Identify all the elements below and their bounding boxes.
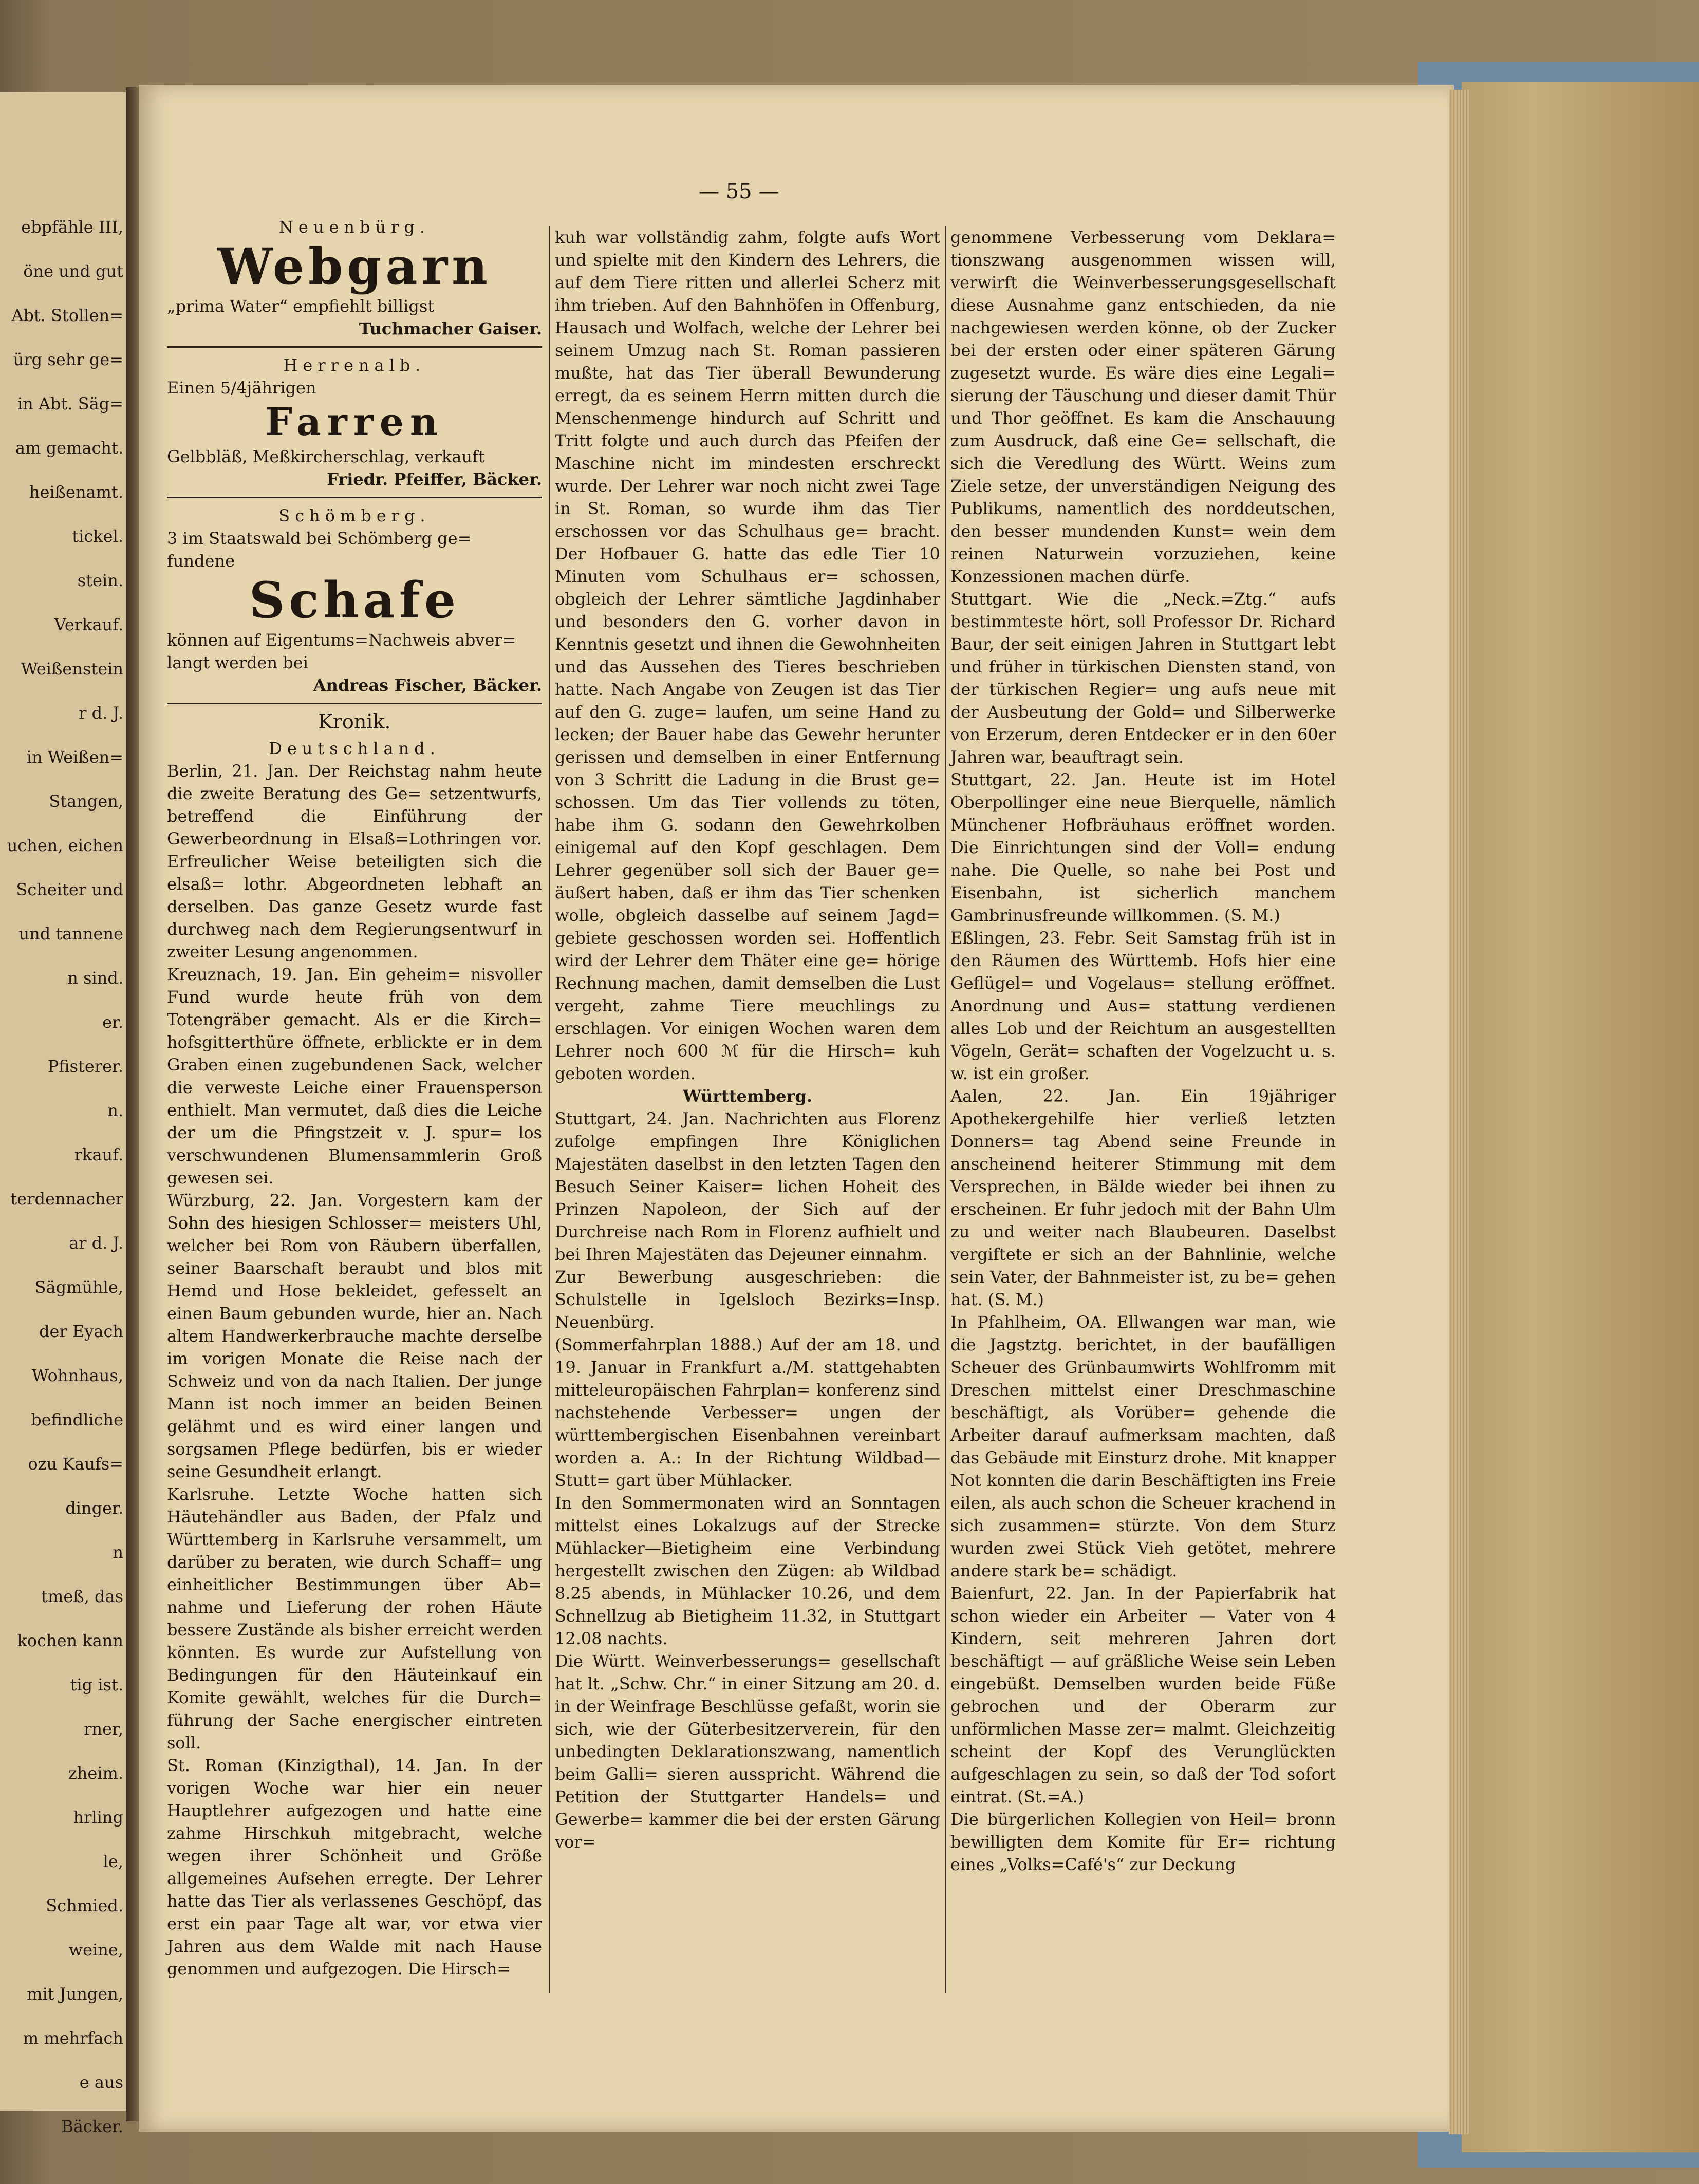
article-paragraph: In Pfahlheim, OA. Ellwangen war man, wie die Jagstztg. berichtet, in der baufälligen Scheuer des Grünbaumwirts Wohlfromm mit Dreschen mittelst einer Dreschmaschine beschäftigt, als Vorüber= gehende die Arbeiter darauf aufmerksam machten, daß das Gebäude mit Einsturz drohe. Mit knapper Not konnten die darin Beschäftigten ins Freie eilen, als auch schon die Scheuer krachend in sich zusammen= stürzte. Von dem Sturz wurden zwei Stück Vieh getötet, mehrere andere stark be= schädigt.: [950, 1312, 1336, 1580]
divider: [167, 703, 542, 704]
ad-place: Herrenalb.: [283, 355, 426, 375]
article-paragraph: Berlin, 21. Jan. Der Reichstag nahm heute die zweite Beratung des Ge= setzentwurfs, betreffend die Einführung der Gewerbeordnung in Elsaß=Lothringen vor. Erfreulicher Weise beteiligten sich die elsaß= lothr. Abgeordneten lebhaft an derselben. Das ganze Gesetz wurde fast durchweg nach dem Regierungsentwurf in zweiter Lesung angenommen.: [167, 761, 542, 962]
column-2: [555, 226, 940, 1853]
article-paragraph: Stuttgart, 22. Jan. Heute ist im Hotel Oberpollinger eine neue Bierquelle, nämlich Münchener Hofbräuhaus eröffnet worden. Die Einrichtungen sind der Voll= endung nahe. Die Quelle, so nahe bei Post und Eisenbahn, ist sicherlich manchem Gambrinusfreunde willkommen. (S. M.): [950, 770, 1336, 925]
left-page-fragment: Scheiter und: [16, 880, 123, 899]
ad-seller: Andreas Fischer, Bäcker.: [313, 675, 542, 695]
left-page-fragment: ebpfähle III,: [21, 217, 123, 237]
left-page-fragment: tig ist.: [70, 1675, 123, 1695]
left-page-fragment: Pfisterer.: [47, 1057, 123, 1076]
left-page-fragment: ozu Kaufs=: [28, 1454, 123, 1474]
ad-place: Schömberg.: [278, 506, 431, 525]
article-paragraph: Zur Bewerbung ausgeschrieben: die Schulstelle in Igelsloch Bezirks=Insp. Neuenbürg.: [555, 1267, 940, 1332]
left-page-fragment: n: [113, 1542, 123, 1562]
column-divider: [549, 226, 550, 1993]
column-1: [167, 216, 542, 1980]
left-page-fragment: rkauf.: [74, 1145, 123, 1164]
ad-text: können auf Eigentums=Nachweis abver= langt werden bei: [167, 630, 516, 672]
page-block: [1462, 82, 1699, 2152]
article-paragraph: Eßlingen, 23. Febr. Seit Samstag früh ist in den Räumen des Württemb. Hofs hier eine Geflügel= und Vogelaus= stellung eröffnet. Anordnung und Aus= stattung verdienen alles Lob und der Reichtum an ausgestellten Vögeln, Gerät= schaften der Vogelzucht u. s. w. ist ein großer.: [950, 928, 1336, 1083]
divider: [167, 346, 542, 348]
ad-title: Webgarn: [217, 237, 492, 295]
left-page-fragment: Bäcker.: [61, 2117, 123, 2136]
left-page-fragment: kochen kann: [17, 1631, 123, 1650]
article-paragraph: Die bürgerlichen Kollegien von Heil= bronn bewilligten dem Komite für Er= richtung eines „Volks=Café's“ zur Deckung: [950, 1810, 1336, 1874]
article-paragraph: In den Sommermonaten wird an Sonntagen mittelst eines Lokalzugs auf der Strecke Mühlacker—Bietigheim eine Verbindung hergestellt zwischen den Zügen: ab Wildbad 8.25 abends, in Mühlacker 10.26, und dem Schnellzug ab Bietigheim 11.32, in Stuttgart 12.08 nachts.: [555, 1493, 940, 1648]
article-paragraph: Würzburg, 22. Jan. Vorgestern kam der Sohn des hiesigen Schlosser= meisters Uhl, welcher bei Rom von Räubern überfallen, seiner Baarschaft beraubt und blos mit Hemd und Hose bekleidet, gefesselt an einen Baum gebunden wurde, hier an. Nach altem Handwerkerbrauche machte derselbe im vorigen Monate die Reise nach der Schweiz und von da nach Italien. Der junge Mann ist noch immer an beiden Beinen gelähmt und es wird einer langen und sorgsamen Pflege bedürfen, bis er wieder seine Gesundheit erlangt.: [167, 1191, 542, 1481]
column-3: [950, 226, 1336, 1876]
left-page-fragment: der Eyach: [39, 1322, 123, 1341]
ad-intro: 3 im Staatswald bei Schömberg ge= fundene: [167, 529, 472, 571]
ad-text: Gelbbläß, Meßkircherschlag, verkauft: [167, 447, 485, 466]
ad-intro: Einen 5/4jährigen: [167, 378, 316, 398]
left-page-fragment: Wohnhaus,: [31, 1366, 123, 1385]
divider: [167, 497, 542, 498]
left-page-fragment: ar d. J.: [69, 1233, 123, 1253]
left-page-fragment: Verkauf.: [54, 615, 123, 634]
left-page-fragment: Stangen,: [49, 792, 123, 811]
left-page-fragment: in Abt. Säg=: [17, 394, 123, 413]
ad-title: Farren: [265, 400, 444, 444]
section-heading-wuerttemberg: Württemberg.: [683, 1086, 812, 1106]
left-page-fragment: zheim.: [68, 1763, 123, 1783]
left-page-fragment: befindliche: [31, 1410, 123, 1429]
article-paragraph: Die Württ. Weinverbesserungs= gesellschaft hat lt. „Schw. Chr.“ in einer Sitzung am 20. d. in der Weinfrage Beschlüsse gefaßt, worin sie sich, wie der Güterbesitzerverein, für den unbedingten Deklarationszwang, namentlich beim Galli= sieren ausspricht. Während die Petition der Stuttgarter Handels= und Gewerbe= kammer die bei der ersten Gärung vor=: [555, 1651, 940, 1852]
page-edges: [1449, 90, 1469, 2134]
left-page-fragment: ürg sehr ge=: [13, 350, 123, 369]
left-page-fragment: Weißenstein: [21, 659, 123, 679]
left-page-fragment: stein.: [77, 571, 123, 590]
section-heading-deutschland: Deutschland.: [269, 739, 440, 758]
left-page-fragment: und tannene: [18, 924, 123, 944]
article-paragraph: Stuttgart. Wie die „Neck.=Ztg.“ aufs bestimmteste hört, soll Professor Dr. Richard Baur, der seit einigen Jahren in Stuttgart lebt und früher in türkischen Diensten stand, von der türkischen Regier= ung aufs neue mit der Ausbeutung der Gold= und Silberwerke von Erzerum, deren Entdecker er in den 60er Jahren war, beauftragt sein.: [950, 589, 1336, 767]
left-page-fragment: Sägmühle,: [34, 1277, 123, 1297]
article-paragraph: St. Roman (Kinzigthal), 14. Jan. In der vorigen Woche war hier ein neuer Hauptlehrer aufgezogen und hatte eine zahme Hirschkuh mitgebracht, welche wegen ihrer Schönheit und Größe allgemeines Aufsehen erregte. Der Lehrer hatte das Tier als verlassenes Geschöpf, das erst ein paar Tage alt war, vor etwa vier Jahren aus dem Walde mit nach Hause genommen und aufgezogen. Die Hirsch=: [167, 1756, 542, 1979]
left-page-fragment: weine,: [68, 1940, 123, 1960]
left-page-fragment: Abt. Stollen=: [11, 306, 123, 325]
article-paragraph: genommene Verbesserung vom Deklara= tionszwang ausgenommen wissen will, verwirft die Weinverbesserungsgesellschaft diese Ausnahme ganz entschieden, da nie nachgewiesen werden könne, ob der Zucker bei der ersten oder einer späteren Gärung zugesetzt wurde. Es wäre dies eine Legali= sierung der Täuschung und dieser damit Thür und Thor geöffnet. Es kam die Anschauung zum Ausdruck, daß eine Ge= sellschaft, die sich die Veredlung des Württ. Weins zum Ziele setze, der unverständigen Neigung des Publikums, namentlich des norddeutschen, den besser mundenden Kunst= wein dem reinen Naturwein vorzuziehen, keine Konzessionen machen dürfe.: [950, 228, 1336, 586]
article-paragraph: Kreuznach, 19. Jan. Ein geheim= nisvoller Fund wurde heute früh von dem Totengräber gemacht. Als er die Kirch= hofsgitterthüre öffnete, erblickte er in dem Graben einen zugebundenen Sack, welcher die verweste Leiche einer Frauensperson enthielt. Man vermutet, daß dies die Leiche der um die Pfingstzeit v. J. spur= los verschwundenen Blumensammlerin Groß gewesen sei.: [167, 965, 542, 1188]
left-page-fragment: tickel.: [72, 526, 123, 546]
left-page-fragment: r d. J.: [79, 703, 123, 723]
article-paragraph: Aalen, 22. Jan. Ein 19jähriger Apothekergehilfe hier verließ letzten Donners= tag Abend seine Freunde in anscheinend heiterer Stimmung mit dem Versprechen, in Bälde wieder bei ihnen zu erscheinen. Er fuhr jedoch mit der Bahn Ulm zu und weiter nach Blaubeuren. Daselbst vergiftete er sich an der Bahnlinie, welche sein Vater, der Bahnmeister ist, zu be= gehen hat. (S. M.): [950, 1086, 1336, 1309]
section-heading-kronik: Kronik.: [318, 710, 391, 733]
ad-place: Neuenbürg.: [278, 217, 431, 237]
left-page-fragment: hrling: [73, 1808, 123, 1827]
left-page-fragment: terdennacher: [10, 1189, 123, 1209]
left-page-fragments: [0, 216, 123, 2159]
left-page-fragment: le,: [103, 1852, 123, 1871]
left-page-fragment: n.: [107, 1101, 123, 1120]
left-page-fragment: n sind.: [67, 968, 123, 988]
left-page-fragment: öne und gut: [23, 261, 123, 281]
article-paragraph: Stuttgart, 24. Jan. Nachrichten aus Florenz zufolge empfingen Ihre Königlichen Majestäten daselbst in den letzten Tagen den Besuch Seiner Kaiser= lichen Hoheit des Prinzen Napoleon, der Sich auf der Durchreise nach Rom in Florenz aufhielt und bei Ihren Majestäten das Dejeuner einnahm.: [555, 1109, 940, 1264]
ad-title: Schafe: [249, 571, 460, 629]
left-page-fragment: in Weißen=: [26, 747, 123, 767]
ad-seller: Friedr. Pfeiffer, Bäcker.: [327, 469, 542, 489]
left-page-fragment: am gemacht.: [15, 438, 123, 458]
ad-seller: Tuchmacher Gaiser.: [359, 319, 542, 338]
left-page-fragment: dinger.: [65, 1498, 123, 1518]
article-paragraph: Karlsruhe. Letzte Woche hatten sich Häutehändler aus Baden, der Pfalz und Württemberg in Karlsruhe versammelt, um darüber zu beraten, wie durch Schaff= ung einheitlicher Bestimmungen über Ab= nahme und Lieferung der rohen Häute bessere Zustände als bisher erreicht werden könnten. Es wurde zur Aufstellung von Bedingungen für den Häuteinkauf ein Komite gewählt, welches für die Durch= führung der Sache energischer eintreten soll.: [167, 1484, 542, 1753]
article-paragraph: Baienfurt, 22. Jan. In der Papierfabrik hat schon wieder ein Arbeiter — Vater von 4 Kindern, seit mehreren Jahren dort beschäftigt — auf gräßliche Weise sein Leben eingebüßt. Demselben wurden beide Füße gebrochen und der Oberarm zur unförmlichen Masse zer= malmt. Gleichzeitig scheint der Kopf des Verunglückten aufgeschlagen zu sein, so daß der Tod sofort eintrat. (St.=A.): [950, 1584, 1336, 1806]
article-paragraph: kuh war vollständig zahm, folgte aufs Wort und spielte mit den Kindern des Lehrers, die auf dem Tiere ritten und allerlei Scherz mit ihm trieben. Auf den Bahnhöfen in Offenburg, Hausach und Wolfach, welche der Lehrer bei seinem Umzug nach St. Roman passieren mußte, hat das Tier überall Bewunderung erregt, da es seinem Herrn mitten durch die Menschenmenge hindurch auf Schritt und Tritt folgte und auch durch das Pfeifen der Maschine nicht im mindesten erschreckt wurde. Der Lehrer war noch nicht zwei Tage in St. Roman, so wurde ihm das Tier erschossen vor das Schulhaus ge= bracht. Der Hofbauer G. hatte das edle Tier 10 Minuten vom Schulhaus er= schossen, obgleich der Lehrer sämtliche Jagdinhaber und besonders den G. vorher davon in Kenntnis gesetzt und ihnen die Gewohnheiten und das Aussehen des Tieres beschrieben hatte. Nach Angabe von Zeugen ist das Tier auf den G. zuge= laufen, um seine Hand zu lecken; der Bauer habe das Gewehr herunter gerissen und demselben in einer Entfernung von 3 Schritt die Ladung in die Brust ge= schossen. Um das Tier vollends zu töten, habe ihm G. sodann den Gewehrkolben einigemal auf den Kopf geschlagen. Dem Lehrer gegenüber soll sich der Bauer ge= äußert haben, daß er ihm das Tier schenken wolle, obgleich dasselbe auf seinem Jagd= gebiete geschossen worden sei. Hoffentlich wird der Lehrer dem Thäter eine ge= hörige Rechnung machen, damit demselben die Lust vergeht, zahme Tiere meuchlings zu erschlagen. Vor einigen Wochen waren dem Lehrer noch 600 ℳ für die Hirsch= kuh geboten worden.: [555, 228, 940, 1083]
left-page-fragment: Schmied.: [46, 1896, 123, 1915]
ad-text: „prima Water“ empfiehlt billigst: [167, 296, 435, 316]
article-paragraph: (Sommerfahrplan 1888.) Auf der am 18. und 19. Januar in Frankfurt a./M. stattgehabten mitteleuropäischen Fahrplan= konferenz sind nachstehende Verbesser= ungen der württembergischen Eisenbahnen vereinbart worden a. A.: In der Richtung Wildbad—Stutt= gart über Mühlacker.: [555, 1335, 940, 1490]
column-divider: [945, 226, 946, 1993]
left-page-fragment: mit Jungen,: [27, 1984, 123, 2004]
left-page-fragment: e aus: [79, 2073, 123, 2092]
left-page-fragment: heißenamt.: [29, 482, 123, 502]
left-page-fragment: m mehrfach: [23, 2028, 123, 2048]
left-page-fragment: er.: [102, 1012, 123, 1032]
left-page-fragment: rner,: [84, 1719, 123, 1739]
left-page-fragment: tmeß, das: [41, 1587, 123, 1606]
left-page-fragment: uchen, eichen: [7, 836, 123, 855]
page-number: — 55 —: [699, 180, 779, 203]
